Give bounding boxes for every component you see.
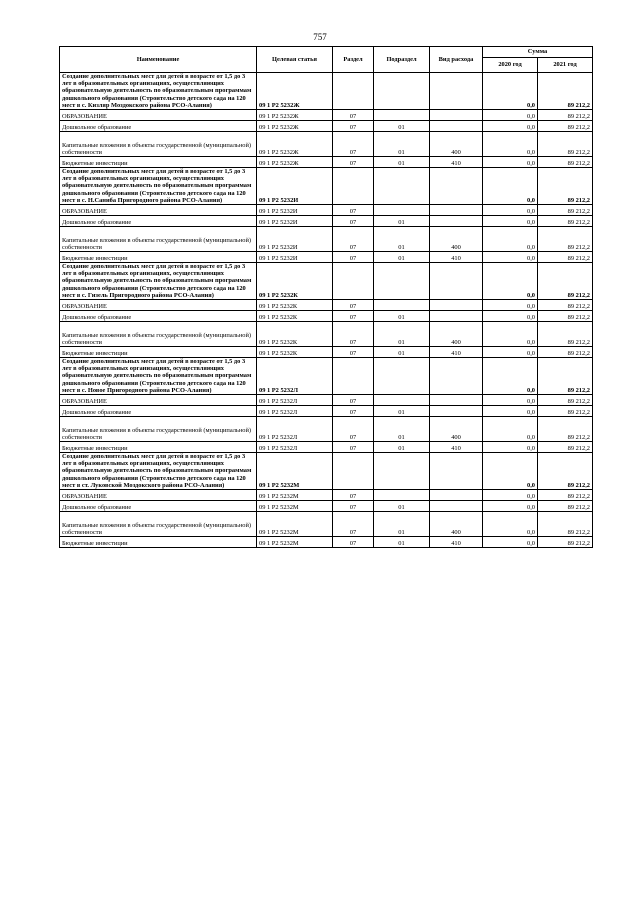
cell-expense-type: 410 bbox=[430, 157, 483, 168]
cell-subsection: 01 bbox=[374, 501, 430, 512]
cell-amount-2021: 89 212,2 bbox=[538, 442, 593, 453]
cell-target-code: 09 1 P2 5232М bbox=[257, 501, 333, 512]
cell-expense-type bbox=[430, 395, 483, 406]
cell-subsection bbox=[374, 453, 430, 490]
cell-expense-type: 410 bbox=[430, 537, 483, 548]
cell-subsection: 01 bbox=[374, 311, 430, 322]
cell-name: Создание дополнительных мест для детей в возрасте от 1,5 до 3 лет в образовательных организациях, осуществляющих образовательную деятельность по образовательным программам дошкольного образования (Строительство детского сада на 120 мест в с. Кизляр Моздокского района РСО-Алания) bbox=[60, 73, 257, 110]
cell-expense-type bbox=[430, 216, 483, 227]
cell-name: Создание дополнительных мест для детей в возрасте от 1,5 до 3 лет в образовательных организациях, осуществляющих образовательную деятельность по образовательным программам дошкольного образования (Строительство детского сада на 120 мест в с. Гизель Пригородного района РСО-Алания) bbox=[60, 263, 257, 300]
table-row bbox=[60, 501, 593, 512]
header-code: Целевая статья bbox=[257, 47, 333, 73]
cell-name: Бюджетные инвестиции bbox=[60, 347, 257, 358]
cell-amount-2021: 89 212,2 bbox=[538, 322, 593, 347]
cell-name: Создание дополнительных мест для детей в возрасте от 1,5 до 3 лет в образовательных организациях, осуществляющих образовательную деятельность по образовательным программам дошкольного образования (Строительство детского сада на 120 мест в с. Н.Саниба Пригородного района РСО-Алания) bbox=[60, 168, 257, 205]
cell-target-code: 09 1 P2 5232М bbox=[257, 512, 333, 537]
cell-amount-2020: 0,0 bbox=[483, 501, 538, 512]
cell-section: 07 bbox=[333, 322, 374, 347]
cell-expense-type: 410 bbox=[430, 347, 483, 358]
cell-name: Создание дополнительных мест для детей в возрасте от 1,5 до 3 лет в образовательных организациях, осуществляющих образовательную деятельность по образовательным программам дошкольного образования (Строительство детского сада на 120 мест в с. Новое Пригородного района РСО-Алания) bbox=[60, 358, 257, 395]
cell-section: 07 bbox=[333, 300, 374, 311]
cell-name: ОБРАЗОВАНИЕ bbox=[60, 205, 257, 216]
cell-amount-2021: 89 212,2 bbox=[538, 453, 593, 490]
cell-section: 07 bbox=[333, 490, 374, 501]
cell-section: 07 bbox=[333, 537, 374, 548]
cell-target-code: 09 1 P2 5232Ж bbox=[257, 121, 333, 132]
table-header bbox=[60, 47, 593, 73]
table-row bbox=[60, 300, 593, 311]
cell-amount-2021: 89 212,2 bbox=[538, 157, 593, 168]
cell-subsection bbox=[374, 263, 430, 300]
cell-amount-2021: 89 212,2 bbox=[538, 121, 593, 132]
cell-amount-2020: 0,0 bbox=[483, 216, 538, 227]
cell-expense-type: 400 bbox=[430, 227, 483, 252]
cell-target-code: 09 1 P2 5232М bbox=[257, 537, 333, 548]
cell-section: 07 bbox=[333, 395, 374, 406]
cell-amount-2021: 89 212,2 bbox=[538, 263, 593, 300]
cell-amount-2021: 89 212,2 bbox=[538, 73, 593, 110]
cell-amount-2021: 89 212,2 bbox=[538, 168, 593, 205]
cell-expense-type: 410 bbox=[430, 252, 483, 263]
cell-expense-type bbox=[430, 453, 483, 490]
table-row bbox=[60, 252, 593, 263]
cell-expense-type: 400 bbox=[430, 417, 483, 442]
cell-target-code: 09 1 P2 5232Ж bbox=[257, 73, 333, 110]
cell-subsection bbox=[374, 395, 430, 406]
cell-name: Бюджетные инвестиции bbox=[60, 442, 257, 453]
cell-target-code: 09 1 P2 5232М bbox=[257, 490, 333, 501]
cell-amount-2020: 0,0 bbox=[483, 227, 538, 252]
cell-expense-type: 410 bbox=[430, 442, 483, 453]
cell-amount-2020: 0,0 bbox=[483, 110, 538, 121]
cell-name: Дошкольное образование bbox=[60, 406, 257, 417]
cell-amount-2021: 89 212,2 bbox=[538, 501, 593, 512]
cell-name: Капитальные вложения в объекты государственной (муниципальной) собственности bbox=[60, 512, 257, 537]
cell-amount-2021: 89 212,2 bbox=[538, 311, 593, 322]
header-sum: Сумма bbox=[483, 47, 593, 58]
cell-amount-2020: 0,0 bbox=[483, 205, 538, 216]
cell-amount-2020: 0,0 bbox=[483, 311, 538, 322]
cell-section bbox=[333, 358, 374, 395]
cell-name: Дошкольное образование bbox=[60, 501, 257, 512]
cell-target-code: 09 1 P2 5232К bbox=[257, 322, 333, 347]
cell-name: Бюджетные инвестиции bbox=[60, 157, 257, 168]
cell-name: ОБРАЗОВАНИЕ bbox=[60, 395, 257, 406]
cell-name: Дошкольное образование bbox=[60, 216, 257, 227]
cell-section: 07 bbox=[333, 347, 374, 358]
cell-subsection bbox=[374, 490, 430, 501]
cell-amount-2021: 89 212,2 bbox=[538, 512, 593, 537]
cell-amount-2020: 0,0 bbox=[483, 157, 538, 168]
cell-amount-2021: 89 212,2 bbox=[538, 490, 593, 501]
cell-name: Капитальные вложения в объекты государственной (муниципальной) собственности bbox=[60, 322, 257, 347]
cell-section: 07 bbox=[333, 227, 374, 252]
cell-target-code: 09 1 P2 5232Л bbox=[257, 358, 333, 395]
cell-name: Капитальные вложения в объекты государственной (муниципальной) собственности bbox=[60, 227, 257, 252]
cell-amount-2021: 89 212,2 bbox=[538, 252, 593, 263]
cell-section: 07 bbox=[333, 132, 374, 157]
cell-target-code: 09 1 P2 5232Ж bbox=[257, 110, 333, 121]
cell-target-code: 09 1 P2 5232И bbox=[257, 252, 333, 263]
table-row bbox=[60, 311, 593, 322]
cell-subsection bbox=[374, 168, 430, 205]
cell-subsection: 01 bbox=[374, 537, 430, 548]
table-row bbox=[60, 347, 593, 358]
cell-amount-2020: 0,0 bbox=[483, 121, 538, 132]
cell-subsection: 01 bbox=[374, 157, 430, 168]
cell-name: Бюджетные инвестиции bbox=[60, 252, 257, 263]
cell-target-code: 09 1 P2 5232И bbox=[257, 216, 333, 227]
cell-amount-2021: 89 212,2 bbox=[538, 110, 593, 121]
cell-amount-2020: 0,0 bbox=[483, 453, 538, 490]
cell-subsection: 01 bbox=[374, 417, 430, 442]
cell-expense-type bbox=[430, 73, 483, 110]
cell-expense-type bbox=[430, 110, 483, 121]
table-row-program bbox=[60, 453, 593, 490]
table-row bbox=[60, 406, 593, 417]
table-row-program bbox=[60, 73, 593, 110]
header-subsection: Подраздел bbox=[374, 47, 430, 73]
cell-name: Капитальные вложения в объекты государственной (муниципальной) собственности bbox=[60, 132, 257, 157]
header-year-2021: 2021 год bbox=[538, 58, 593, 73]
cell-amount-2020: 0,0 bbox=[483, 490, 538, 501]
cell-target-code: 09 1 P2 5232Ж bbox=[257, 157, 333, 168]
cell-subsection: 01 bbox=[374, 442, 430, 453]
cell-amount-2020: 0,0 bbox=[483, 347, 538, 358]
cell-target-code: 09 1 P2 5232Л bbox=[257, 417, 333, 442]
table-row bbox=[60, 205, 593, 216]
cell-amount-2020: 0,0 bbox=[483, 252, 538, 263]
cell-amount-2021: 89 212,2 bbox=[538, 300, 593, 311]
header-name: Наименование bbox=[60, 47, 257, 73]
cell-target-code: 09 1 P2 5232Л bbox=[257, 406, 333, 417]
cell-amount-2021: 89 212,2 bbox=[538, 347, 593, 358]
table-row-program bbox=[60, 263, 593, 300]
table-row bbox=[60, 110, 593, 121]
cell-section bbox=[333, 453, 374, 490]
table-row-program bbox=[60, 358, 593, 395]
cell-expense-type bbox=[430, 501, 483, 512]
cell-target-code: 09 1 P2 5232И bbox=[257, 205, 333, 216]
cell-subsection: 01 bbox=[374, 121, 430, 132]
cell-target-code: 09 1 P2 5232И bbox=[257, 168, 333, 205]
cell-subsection: 01 bbox=[374, 406, 430, 417]
cell-amount-2020: 0,0 bbox=[483, 406, 538, 417]
table-row bbox=[60, 417, 593, 442]
page-number: 757 bbox=[313, 32, 327, 42]
cell-amount-2021: 89 212,2 bbox=[538, 417, 593, 442]
table-row bbox=[60, 227, 593, 252]
cell-name: Создание дополнительных мест для детей в возрасте от 1,5 до 3 лет в образовательных организациях, осуществляющих образовательную деятельность по образовательным программам дошкольного образования (Строительство детского сада на 120 мест в ст. Луковской Моздокского района РСО-Алания) bbox=[60, 453, 257, 490]
cell-expense-type bbox=[430, 490, 483, 501]
cell-amount-2020: 0,0 bbox=[483, 132, 538, 157]
cell-expense-type bbox=[430, 300, 483, 311]
cell-target-code: 09 1 P2 5232Л bbox=[257, 395, 333, 406]
cell-name: ОБРАЗОВАНИЕ bbox=[60, 490, 257, 501]
cell-target-code: 09 1 P2 5232К bbox=[257, 311, 333, 322]
cell-section: 07 bbox=[333, 121, 374, 132]
cell-subsection: 01 bbox=[374, 347, 430, 358]
cell-section: 07 bbox=[333, 442, 374, 453]
cell-name: Бюджетные инвестиции bbox=[60, 537, 257, 548]
cell-subsection: 01 bbox=[374, 227, 430, 252]
table-body bbox=[60, 73, 593, 548]
header-expense-type: Вид расхода bbox=[430, 47, 483, 73]
table-row bbox=[60, 216, 593, 227]
cell-amount-2020: 0,0 bbox=[483, 322, 538, 347]
cell-amount-2020: 0,0 bbox=[483, 417, 538, 442]
cell-amount-2021: 89 212,2 bbox=[538, 227, 593, 252]
cell-subsection: 01 bbox=[374, 512, 430, 537]
cell-amount-2020: 0,0 bbox=[483, 263, 538, 300]
cell-name: Дошкольное образование bbox=[60, 311, 257, 322]
table-row-program bbox=[60, 168, 593, 205]
cell-expense-type: 400 bbox=[430, 322, 483, 347]
cell-target-code: 09 1 P2 5232К bbox=[257, 347, 333, 358]
cell-amount-2021: 89 212,2 bbox=[538, 537, 593, 548]
cell-name: Дошкольное образование bbox=[60, 121, 257, 132]
table-row bbox=[60, 132, 593, 157]
cell-amount-2020: 0,0 bbox=[483, 300, 538, 311]
cell-section: 07 bbox=[333, 110, 374, 121]
cell-target-code: 09 1 P2 5232Л bbox=[257, 442, 333, 453]
table-row bbox=[60, 121, 593, 132]
cell-expense-type bbox=[430, 168, 483, 205]
cell-amount-2021: 89 212,2 bbox=[538, 216, 593, 227]
cell-target-code: 09 1 P2 5232К bbox=[257, 263, 333, 300]
cell-amount-2021: 89 212,2 bbox=[538, 395, 593, 406]
cell-section bbox=[333, 73, 374, 110]
cell-target-code: 09 1 P2 5232Ж bbox=[257, 132, 333, 157]
cell-subsection bbox=[374, 110, 430, 121]
cell-target-code: 09 1 P2 5232К bbox=[257, 300, 333, 311]
table-row bbox=[60, 512, 593, 537]
cell-section: 07 bbox=[333, 501, 374, 512]
cell-target-code: 09 1 P2 5232И bbox=[257, 227, 333, 252]
cell-name: Капитальные вложения в объекты государственной (муниципальной) собственности bbox=[60, 417, 257, 442]
cell-section: 07 bbox=[333, 252, 374, 263]
cell-amount-2020: 0,0 bbox=[483, 442, 538, 453]
cell-subsection bbox=[374, 73, 430, 110]
cell-amount-2020: 0,0 bbox=[483, 358, 538, 395]
cell-expense-type: 400 bbox=[430, 132, 483, 157]
cell-amount-2021: 89 212,2 bbox=[538, 406, 593, 417]
cell-subsection: 01 bbox=[374, 322, 430, 347]
cell-target-code: 09 1 P2 5232М bbox=[257, 453, 333, 490]
cell-section bbox=[333, 263, 374, 300]
cell-subsection: 01 bbox=[374, 132, 430, 157]
cell-amount-2021: 89 212,2 bbox=[538, 358, 593, 395]
cell-section: 07 bbox=[333, 417, 374, 442]
cell-expense-type bbox=[430, 121, 483, 132]
cell-subsection bbox=[374, 300, 430, 311]
cell-subsection bbox=[374, 205, 430, 216]
cell-section: 07 bbox=[333, 311, 374, 322]
cell-expense-type bbox=[430, 358, 483, 395]
cell-amount-2020: 0,0 bbox=[483, 73, 538, 110]
header-year-2020: 2020 год bbox=[483, 58, 538, 73]
cell-amount-2020: 0,0 bbox=[483, 168, 538, 205]
cell-amount-2020: 0,0 bbox=[483, 512, 538, 537]
cell-amount-2020: 0,0 bbox=[483, 537, 538, 548]
cell-section: 07 bbox=[333, 406, 374, 417]
cell-section: 07 bbox=[333, 216, 374, 227]
budget-table bbox=[59, 46, 593, 548]
table-row bbox=[60, 490, 593, 501]
table-row bbox=[60, 322, 593, 347]
cell-section: 07 bbox=[333, 157, 374, 168]
cell-subsection bbox=[374, 358, 430, 395]
cell-amount-2020: 0,0 bbox=[483, 395, 538, 406]
cell-section: 07 bbox=[333, 512, 374, 537]
cell-expense-type bbox=[430, 311, 483, 322]
cell-name: ОБРАЗОВАНИЕ bbox=[60, 300, 257, 311]
cell-expense-type bbox=[430, 263, 483, 300]
cell-expense-type bbox=[430, 406, 483, 417]
cell-expense-type: 400 bbox=[430, 512, 483, 537]
cell-name: ОБРАЗОВАНИЕ bbox=[60, 110, 257, 121]
cell-section: 07 bbox=[333, 205, 374, 216]
table-row bbox=[60, 442, 593, 453]
cell-amount-2021: 89 212,2 bbox=[538, 132, 593, 157]
cell-expense-type bbox=[430, 205, 483, 216]
cell-subsection: 01 bbox=[374, 252, 430, 263]
table-row bbox=[60, 395, 593, 406]
cell-subsection: 01 bbox=[374, 216, 430, 227]
header-section: Раздел bbox=[333, 47, 374, 73]
cell-amount-2021: 89 212,2 bbox=[538, 205, 593, 216]
cell-section bbox=[333, 168, 374, 205]
table-row bbox=[60, 157, 593, 168]
table-row bbox=[60, 537, 593, 548]
